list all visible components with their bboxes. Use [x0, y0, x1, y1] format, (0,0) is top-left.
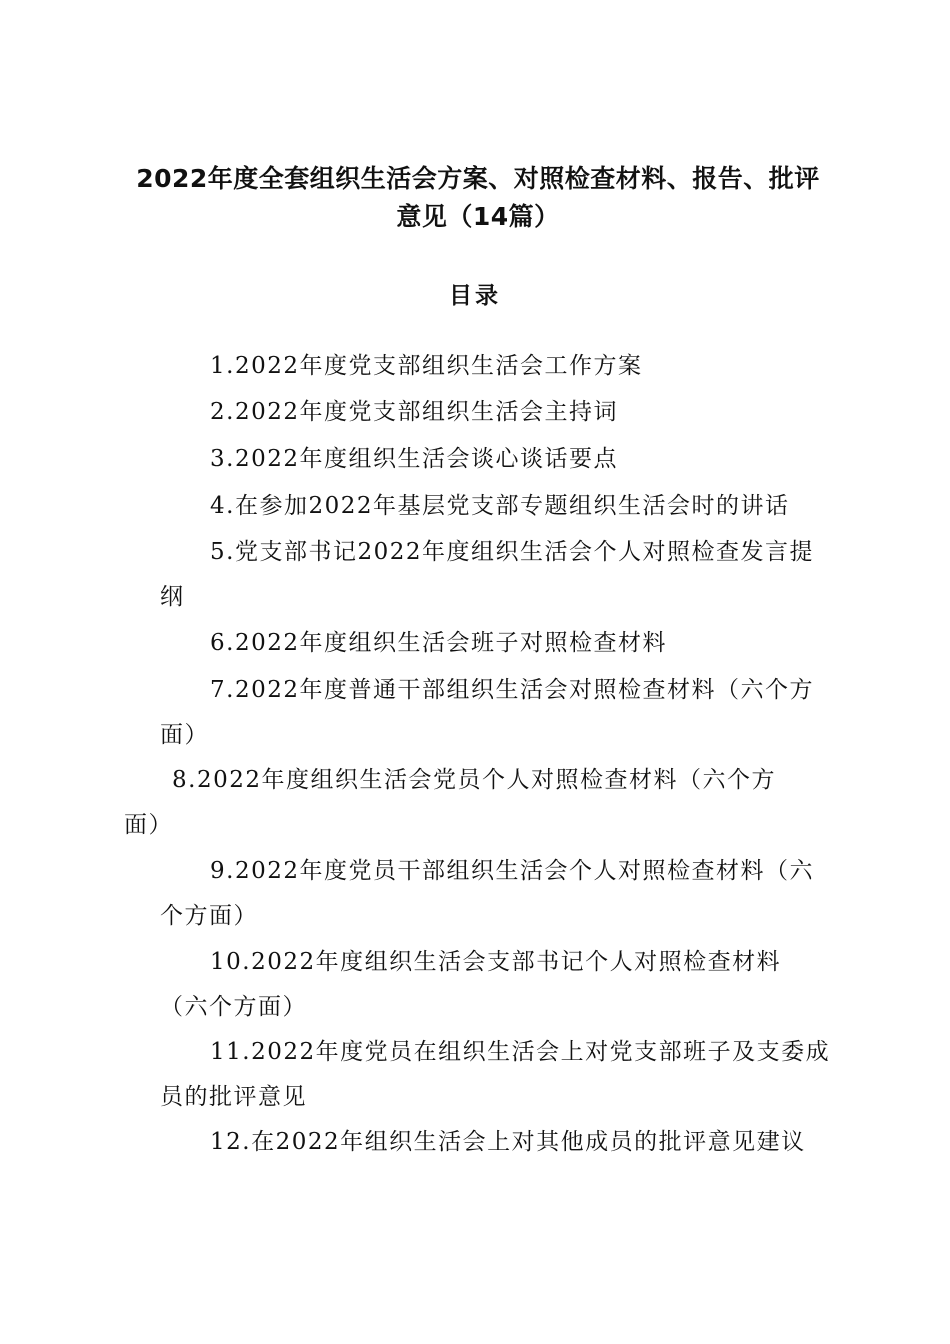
toc-item: 4.在参加2022年基层党支部专题组织生活会时的讲话: [210, 493, 790, 519]
toc-item: 11.2022年度党员在组织生活会上对党支部班子及支委成员的批评意见: [160, 1039, 831, 1110]
toc-item: 10.2022年度组织生活会支部书记个人对照检查材料（六个方面）: [160, 949, 782, 1020]
toc-item: 6.2022年度组织生活会班子对照检查材料: [210, 630, 667, 656]
toc-item: 2.2022年度党支部组织生活会主持词: [210, 399, 618, 425]
toc-item: 5.党支部书记2022年度组织生活会个人对照检查发言提纲: [160, 539, 814, 610]
toc-heading: 目录: [449, 282, 501, 309]
toc-item: 8.2022年度组织生活会党员个人对照检查材料（六个方面）: [124, 767, 776, 838]
toc-item: 1.2022年度党支部组织生活会工作方案: [210, 353, 643, 379]
toc-item: 12.在2022年组织生活会上对其他成员的批评意见建议: [210, 1129, 806, 1155]
toc-item: 7.2022年度普通干部组织生活会对照检查材料（六个方面）: [160, 677, 814, 748]
document-title: 2022年度全套组织生活会方案、对照检查材料、报告、批评意见（14篇）: [136, 164, 820, 231]
toc-item: 3.2022年度组织生活会谈心谈话要点: [210, 446, 618, 472]
toc-item: 9.2022年度党员干部组织生活会个人对照检查材料（六个方面）: [160, 858, 814, 929]
